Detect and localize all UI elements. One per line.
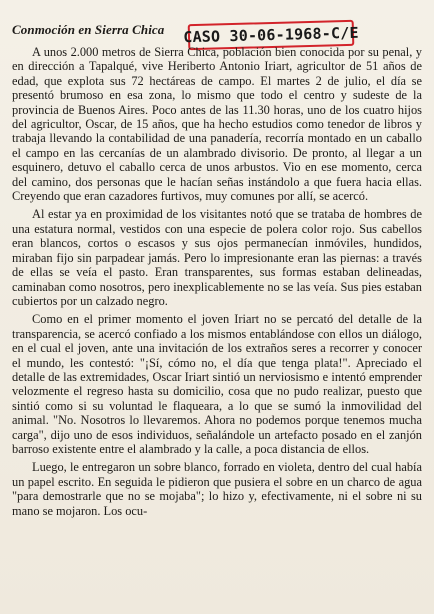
paragraph-3: Como en el primer momento el joven Iriart no se percató del detalle de la transparencia, se acercó confiado a los mismos entablándose con ellos un diálogo, en el cual el joven, ante una invitación de los extraños seres a recorrer y conocer el mundo, les contestó: "¡Sí, cómo no, el día que tenga plata!". Apreciado el detalle de las extremidades, Oscar Iriart sintió un nerviosismo e intentó emprender velozmente el regreso hasta su domicilio, cosa que no pudo realizar, puesto que sintió como si su voluntad le flaqueara, a lo que se sumó la inmovilidad del animal. "No. Nosotros lo llevaremos. Ahora no podemos porque tenemos mucha carga", dijo uno de esos individuos, señalándole un artefacto posado en el zanjón barroso existente entre el alambrado y la calle, a poca distancia de ellos. [12, 312, 422, 456]
case-stamp: CASO 30-06-1968-C/E [188, 20, 355, 50]
article-body [12, 45, 422, 518]
paragraph-4: Luego, le entregaron un sobre blanco, forrado en violeta, dentro del cual había un papel escrito. En seguida le pidieron que pusiera el sobre en un charco de agua "para demostrarle que no se mojaba"; lo hizo y, efectivamente, ni el sobre ni su mano se mojaron. Los ocu- [12, 460, 422, 518]
paragraph-2: Al estar ya en proximidad de los visitantes notó que se trataba de hombres de una estatura normal, vestidos con una especie de polera color rojo. Sus cabellos eran blancos, cortos o escasos y sus ojos permanecían inmóviles, hundidos, miraban fijo sin parpadear jamás. Pero lo impresionante eran las piernas: a través de ellas se veía el pasto. Eran transparentes, sus formas estaban delineadas, caminaban como nosotros, pero inexplicablemente no se las veía. Sus pies estaban cubiertos por un calzado negro. [12, 207, 422, 308]
article-title: Conmoción en Sierra Chica [12, 22, 165, 37]
paragraph-1: A unos 2.000 metros de Sierra Chica, población bien conocida por su penal, y en dirección a Tapalqué, vive Heriberto Antonio Iriart, agricultor de 51 años de edad, que explota sus 72 hectáreas de campo. El martes 2 de julio, el día se presentó brumoso en esa zona, lo mismo que todo el centro y sudeste de la provincia de Buenos Aires. Poco antes de las 11.30 horas, uno de los cuatro hijos del agricultor, Oscar, de 15 años, que ha hecho estudios como tenedor de libros y trabaja llevando la contabilidad de una panadería, recorría montado en un caballo el campo en las cercanías de un alambrado divisorio. De pronto, al llegar a un esquinero, detuvo el caballo cerca de unos arbustos. Vio en ese momento, cerca del camino, dos personas que le hacían señas instándolo a que fuera hacia ellas. Creyendo que eran cazadores furtivos, muy comunes por allí, se acercó. [12, 45, 422, 204]
